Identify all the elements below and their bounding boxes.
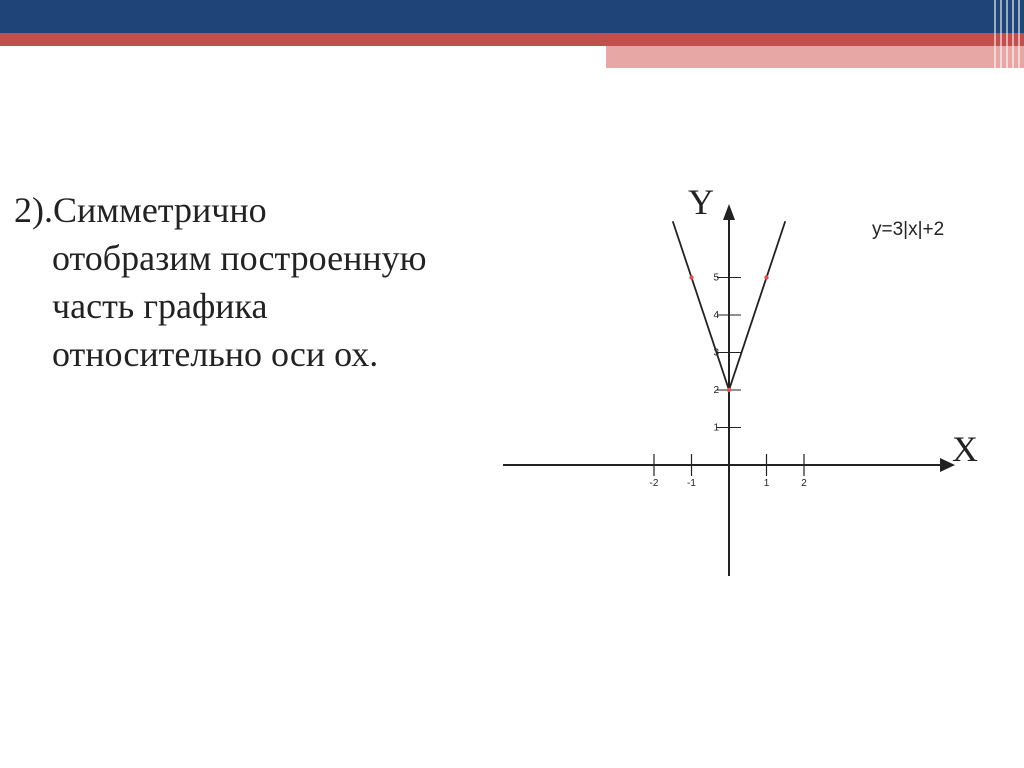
x-tick-label: -1 <box>687 478 696 489</box>
y-axis-arrow <box>723 204 735 220</box>
y-tick-label: 1 <box>713 422 719 434</box>
x-tick-label: -2 <box>649 478 659 489</box>
data-point <box>727 388 731 392</box>
y-tick-label: 4 <box>713 310 719 321</box>
slide-text-line: 2).Симметрично <box>14 190 267 230</box>
x-axis-label: X <box>952 429 978 469</box>
data-point <box>689 275 693 279</box>
x-tick-label: 1 <box>763 478 770 489</box>
slide-text-line: часть графика <box>52 286 268 326</box>
chart-title: y=3|x|+2 <box>872 219 945 240</box>
y-tick-label: 3 <box>713 347 719 359</box>
data-point <box>764 275 768 279</box>
y-tick-label: 5 <box>713 272 719 284</box>
y-tick-label: 2 <box>713 385 719 396</box>
y-axis-label: Y <box>688 182 714 222</box>
slide-text-line: относительно оси ох. <box>52 334 379 374</box>
x-tick-label: 2 <box>801 478 807 489</box>
slide-text-line: отобразим построенную <box>52 238 427 278</box>
